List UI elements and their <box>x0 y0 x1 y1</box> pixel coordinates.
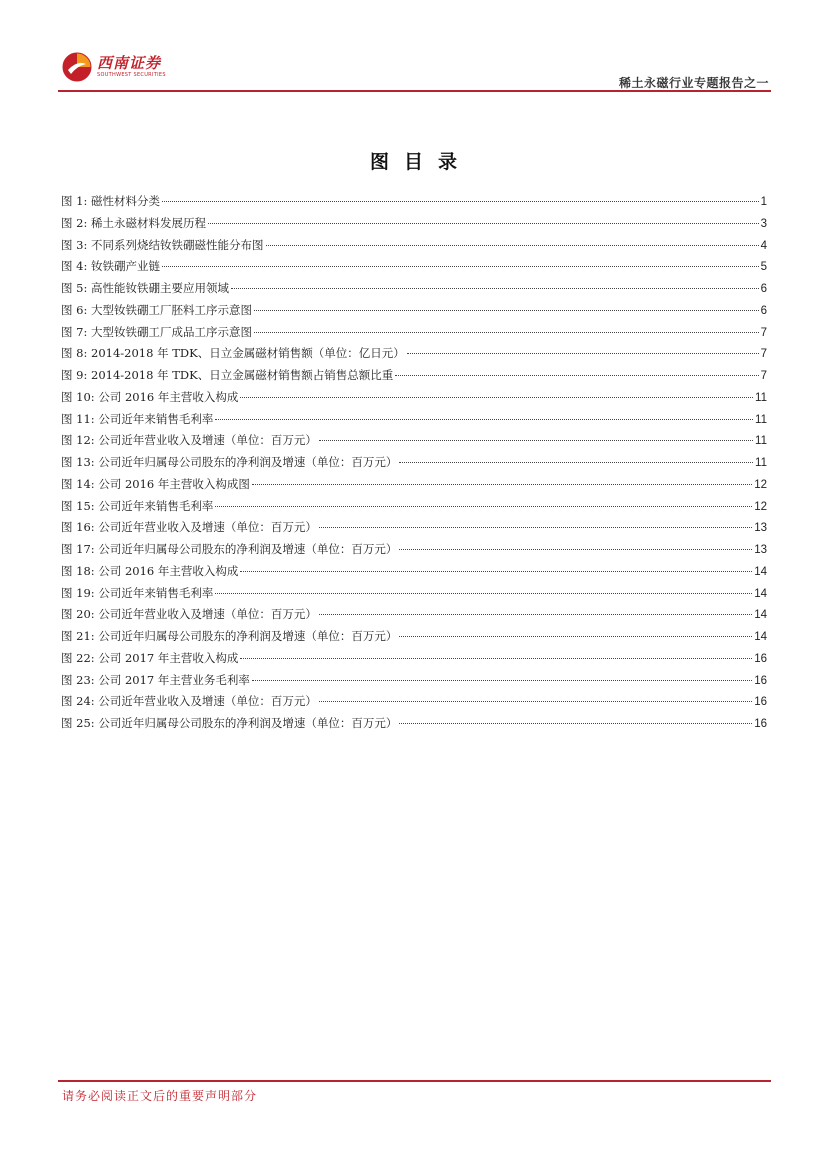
toc-entry-page: 13 <box>754 544 767 556</box>
toc-entry[interactable] <box>61 454 767 476</box>
figure-list <box>61 193 767 737</box>
toc-leader-dots <box>162 201 759 202</box>
toc-entry[interactable] <box>61 563 767 585</box>
toc-leader-dots <box>240 658 752 659</box>
toc-entry[interactable] <box>61 302 767 324</box>
toc-leader-dots <box>215 593 752 594</box>
toc-entry[interactable] <box>61 585 767 607</box>
toc-leader-dots <box>319 614 752 615</box>
toc-entry-label: 图 18: 公司 2016 年主营收入构成 <box>61 563 239 578</box>
toc-entry-page: 11 <box>755 435 767 448</box>
toc-entry-label: 图 22: 公司 2017 年主营收入构成 <box>61 650 239 665</box>
toc-leader-dots <box>162 266 759 267</box>
toc-entry-page: 4 <box>760 239 767 252</box>
toc-entry-page: 14 <box>754 609 767 622</box>
toc-entry[interactable] <box>61 541 767 563</box>
toc-entry[interactable] <box>61 672 767 694</box>
toc-entry-page: 3 <box>760 217 767 230</box>
logo-english-name: SOUTHWEST SECURITIES <box>97 72 166 78</box>
toc-entry-page: 14 <box>754 565 767 578</box>
toc-leader-dots <box>319 440 753 441</box>
toc-entry-label: 图 5: 高性能钕铁硼主要应用领域 <box>61 281 230 295</box>
toc-leader-dots <box>208 223 759 224</box>
toc-entry-page: 7 <box>760 370 767 382</box>
header-divider <box>58 90 771 92</box>
toc-leader-dots <box>215 419 753 420</box>
toc-entry-page: 6 <box>760 283 767 295</box>
toc-entry[interactable] <box>61 324 767 346</box>
toc-entry-page: 7 <box>760 348 767 361</box>
toc-entry[interactable] <box>61 193 767 215</box>
toc-entry-label: 图 14: 公司 2016 年主营收入构成图 <box>61 476 250 491</box>
toc-entry[interactable] <box>61 519 767 541</box>
toc-entry[interactable] <box>61 606 767 628</box>
toc-entry[interactable] <box>61 237 767 259</box>
footer-divider <box>58 1080 771 1082</box>
toc-leader-dots <box>399 549 752 550</box>
report-title: 稀土永磁行业专题报告之一 <box>618 76 769 90</box>
toc-entry-page: 14 <box>754 631 767 643</box>
toc-leader-dots <box>240 397 753 398</box>
toc-entry-label: 图 21: 公司近年归属母公司股东的净利润及增速（单位：百万元） <box>61 629 398 643</box>
toc-entry-page: 5 <box>760 261 767 274</box>
toc-entry-label: 图 9: 2014-2018 年 TDK、日立金属磁材销售额占销售总额比重 <box>61 368 394 382</box>
toc-leader-dots <box>399 636 752 637</box>
toc-leader-dots <box>252 484 752 485</box>
toc-leader-dots <box>254 310 759 311</box>
toc-entry-label: 图 2: 稀土永磁材料发展历程 <box>61 215 207 230</box>
toc-entry-label: 图 3: 不同系列烧结钕铁硼磁性能分布图 <box>61 237 264 252</box>
toc-entry-label: 图 1: 磁性材料分类 <box>61 194 161 208</box>
toc-entry[interactable] <box>61 411 767 433</box>
toc-entry-label: 图 12: 公司近年营业收入及增速（单位：百万元） <box>61 433 317 448</box>
toc-entry[interactable] <box>61 715 767 737</box>
toc-entry[interactable] <box>61 345 767 367</box>
toc-entry[interactable] <box>61 367 767 389</box>
toc-entry-label: 图 17: 公司近年归属母公司股东的净利润及增速（单位：百万元） <box>61 542 398 556</box>
toc-entry-label: 图 11: 公司近年来销售毛利率 <box>61 411 214 426</box>
toc-leader-dots <box>266 245 759 246</box>
toc-leader-dots <box>252 680 752 681</box>
toc-entry[interactable] <box>61 215 767 237</box>
toc-entry[interactable] <box>61 389 767 411</box>
toc-entry-label: 图 10: 公司 2016 年主营收入构成 <box>61 389 239 404</box>
toc-entry-page: 11 <box>755 413 767 426</box>
toc-entry[interactable] <box>61 628 767 650</box>
toc-entry-page: 1 <box>760 196 767 208</box>
toc-entry[interactable] <box>61 650 767 672</box>
page-header <box>58 48 771 92</box>
toc-entry-label: 图 25: 公司近年归属母公司股东的净利润及增速（单位：百万元） <box>61 716 398 730</box>
toc-entry-label: 图 4: 钕铁硼产业链 <box>61 259 161 274</box>
toc-entry-label: 图 7: 大型钕铁硼工厂成品工序示意图 <box>61 324 253 339</box>
toc-entry-page: 6 <box>760 304 767 317</box>
toc-entry-label: 图 8: 2014-2018 年 TDK、日立金属磁材销售额（单位：亿日元） <box>61 346 405 361</box>
toc-leader-dots <box>254 332 759 333</box>
toc-leader-dots <box>399 723 752 724</box>
toc-entry-label: 图 16: 公司近年营业收入及增速（单位：百万元） <box>61 520 317 535</box>
toc-entry-page: 16 <box>754 696 767 709</box>
toc-leader-dots <box>231 288 759 289</box>
toc-entry[interactable] <box>61 476 767 498</box>
toc-entry-label: 图 20: 公司近年营业收入及增速（单位：百万元） <box>61 607 317 622</box>
toc-entry-page: 13 <box>754 522 767 535</box>
toc-entry-label: 图 19: 公司近年来销售毛利率 <box>61 585 214 600</box>
toc-entry-label: 图 15: 公司近年来销售毛利率 <box>61 498 214 513</box>
toc-leader-dots <box>399 462 753 463</box>
toc-entry-label: 图 13: 公司近年归属母公司股东的净利润及增速（单位：百万元） <box>61 455 398 469</box>
toc-entry[interactable] <box>61 280 767 302</box>
toc-entry-page: 7 <box>760 326 767 339</box>
toc-leader-dots <box>407 353 759 354</box>
footer-notice: 请务必阅读正文后的重要声明部分 <box>62 1089 258 1103</box>
toc-entry-page: 12 <box>754 500 767 513</box>
company-logo <box>62 50 166 84</box>
toc-entry[interactable] <box>61 498 767 520</box>
toc-entry[interactable] <box>61 432 767 454</box>
toc-entry-label: 图 6: 大型钕铁硼工厂胚料工序示意图 <box>61 302 253 317</box>
toc-entry-page: 11 <box>755 391 767 404</box>
toc-entry-label: 图 23: 公司 2017 年主营业务毛利率 <box>61 672 250 687</box>
toc-entry-page: 16 <box>754 718 767 730</box>
toc-entry-page: 11 <box>755 457 767 469</box>
toc-entry-page: 16 <box>754 674 767 687</box>
toc-heading: 图目录 <box>369 151 472 173</box>
toc-leader-dots <box>319 527 752 528</box>
toc-entry[interactable] <box>61 258 767 280</box>
toc-entry-label: 图 24: 公司近年营业收入及增速（单位：百万元） <box>61 694 317 709</box>
logo-chinese-name: 西南证券 <box>97 54 162 72</box>
toc-leader-dots <box>240 571 752 572</box>
toc-entry-page: 12 <box>754 478 767 491</box>
toc-leader-dots <box>215 506 752 507</box>
toc-entry[interactable] <box>61 693 767 715</box>
toc-leader-dots <box>395 375 758 376</box>
logo-mark-icon <box>62 52 92 82</box>
toc-entry-page: 16 <box>754 652 767 665</box>
toc-leader-dots <box>319 701 752 702</box>
toc-entry-page: 14 <box>754 587 767 600</box>
